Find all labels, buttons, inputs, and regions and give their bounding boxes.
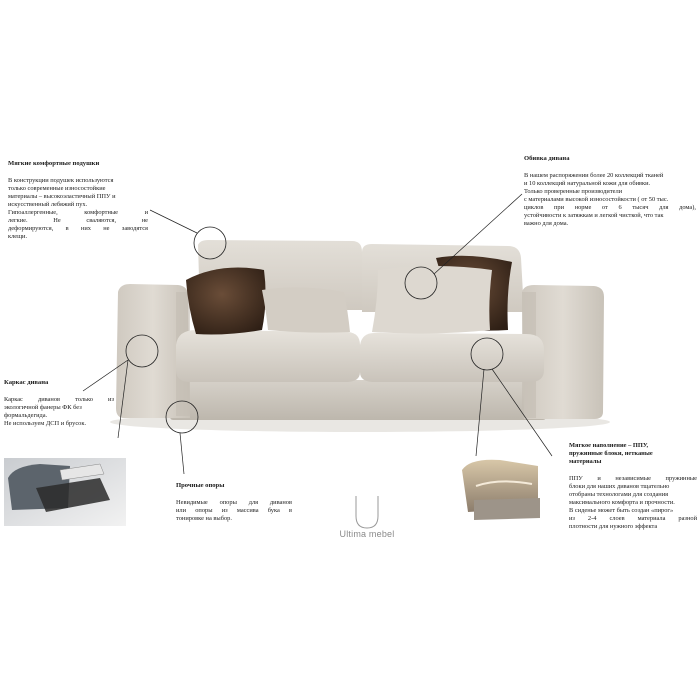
brand-logo-text: Ultima mebel xyxy=(339,529,395,539)
annotation-filling-title: Мягкое наполнение – ППУ, xyxy=(569,442,649,449)
filling-photo-layers xyxy=(474,498,540,520)
annotation-frame-line: экологичной фанеры ФК без xyxy=(4,404,82,411)
sofa-base xyxy=(170,380,546,420)
annotation-upholstery-line: с материалами высокой износостойкости ( от 50 тыс. xyxy=(524,196,669,203)
annotation-legs xyxy=(176,482,292,523)
annotation-filling-line: ППУ и независимые пружинные xyxy=(569,475,697,482)
annotation-cushions xyxy=(8,160,148,241)
seat-cushion-left xyxy=(176,330,360,382)
annotation-cushions-line: В конструкции подушек используются xyxy=(8,177,114,184)
annotation-upholstery-line: устойчивости к затяжкам и легкой чисткой, что так xyxy=(524,212,664,219)
pillow-light-right xyxy=(372,266,492,334)
filling-detail-photo xyxy=(458,458,542,526)
annotation-legs-line: или опоры из массива бука в xyxy=(176,507,292,514)
annotation-cushions-line: клещи. xyxy=(8,233,28,240)
pillow-light-left xyxy=(262,287,350,332)
annotation-upholstery xyxy=(524,155,696,228)
seat-cushion-right xyxy=(360,333,544,382)
annotation-cushions-line: деформируются, в них не заводятся xyxy=(8,225,148,232)
annotation-cushions-line: только современные износостойкие xyxy=(8,185,106,192)
annotation-filling-line: отобраны технологами для создания xyxy=(569,491,669,498)
annotation-filling-line: блоки для наших диванов тщательно xyxy=(569,483,670,490)
leader-line-legs xyxy=(180,433,184,474)
annotation-legs-line: тонировке на выбор. xyxy=(176,515,232,522)
annotation-cushions-line: Гипоаллергенные, комфортные и xyxy=(8,209,148,216)
brand-logo-mark xyxy=(356,496,378,528)
annotation-frame-line: Не используем ДСП и брусок. xyxy=(4,420,87,427)
annotation-cushions-title: Мягкие комфортные подушки xyxy=(8,160,100,167)
annotation-frame-title: Каркас дивана xyxy=(4,379,49,386)
annotation-cushions-line: легкие. Не сваляются, не xyxy=(8,217,148,224)
annotation-cushions-line: искусственный лебяжий пух. xyxy=(8,201,88,208)
frame-detail-photo xyxy=(4,458,126,526)
annotation-upholstery-line: В нашем распоряжении более 20 коллекций тканей xyxy=(524,172,664,179)
annotation-upholstery-line: Только проверенные производители xyxy=(524,188,623,195)
annotation-frame-line: Каркас диванов только из xyxy=(4,396,114,403)
annotation-cushions-line: материалы – высокоэластичный ППУ и xyxy=(8,193,116,200)
annotation-filling xyxy=(569,442,697,531)
annotation-upholstery-title: Обивка дивана xyxy=(524,155,570,162)
annotation-frame-line: формальдегида. xyxy=(4,412,48,419)
annotation-filling-title: материалы xyxy=(569,458,602,465)
annotation-upholstery-line: важно для дома. xyxy=(524,220,569,227)
annotation-filling-title: пружинные блоки, нетканые xyxy=(569,450,653,457)
annotation-filling-line: В сиденье может быть создан «пирог» xyxy=(569,507,674,514)
leader-line-cushions xyxy=(150,210,197,233)
pillow-dark-left xyxy=(186,268,266,335)
annotation-filling-line: из 2-4 слоев материала разной xyxy=(569,515,697,522)
annotation-upholstery-line: и 10 коллекций натуральной кожи для обивки. xyxy=(524,180,651,187)
brand-logo xyxy=(332,529,402,539)
annotation-filling-line: плотности для нужного эффекта xyxy=(569,523,658,530)
annotation-filling-line: максимального комфорта и прочности. xyxy=(569,499,675,506)
annotation-upholstery-line: циклов при норме от 6 тысяч для дома), xyxy=(524,204,696,211)
annotation-legs-line: Невидимые опоры для диванов xyxy=(176,499,292,506)
annotation-frame xyxy=(4,379,114,428)
annotation-legs-title: Прочные опоры xyxy=(176,482,225,489)
